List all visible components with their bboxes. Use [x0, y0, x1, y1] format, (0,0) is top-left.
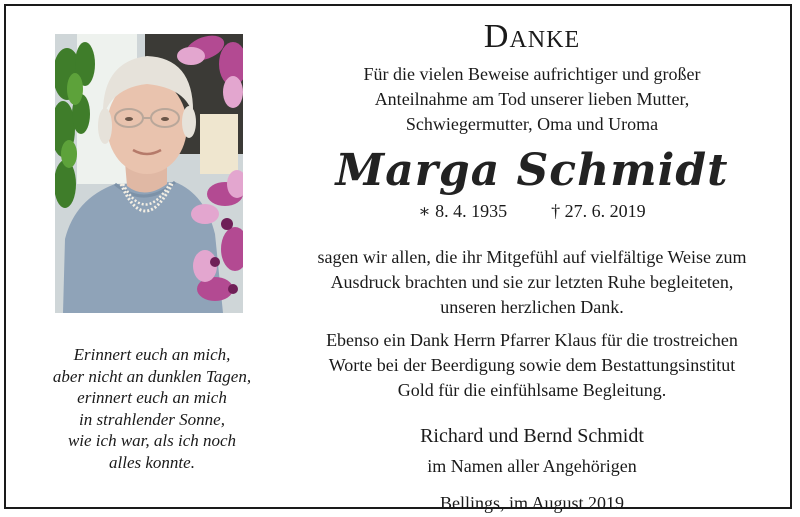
extra-line: Gold für die einfühlsame Begleitung.: [397, 380, 667, 400]
extra-thanks-paragraph: [296, 328, 768, 403]
intro-line: Schwiegermutter, Oma und Uroma: [405, 114, 659, 134]
intro-line: Für die vielen Beweise aufrichtiger und großer: [363, 64, 701, 84]
signers: Richard und Bernd Schmidt: [420, 425, 644, 447]
poem-line: wie ich war, als ich noch: [67, 431, 237, 450]
intro-paragraph: [296, 62, 768, 137]
thanks-line: unseren herzlichen Dank.: [440, 297, 624, 317]
life-dates: [296, 199, 768, 223]
notice-title: Danke: [483, 18, 581, 55]
extra-line: Worte bei der Beerdigung sowie dem Bestattungsinstitut: [328, 355, 736, 375]
death-date: † 27. 6. 2019: [551, 201, 646, 221]
poem-line: alles konnte.: [109, 452, 195, 472]
thanks-paragraph: [296, 245, 768, 320]
poem-line: Erinnert euch an mich,: [73, 345, 231, 364]
extra-line: Ebenso ein Dank Herrn Pfarrer Klaus für die trostreichen: [326, 330, 738, 350]
notice-text: [296, 14, 768, 516]
poem-line: aber nicht an dunklen Tagen,: [52, 366, 252, 386]
deceased-name: Marga Schmidt: [335, 145, 729, 196]
memorial-poem: [22, 344, 282, 473]
intro-line: Anteilnahme am Tod unserer lieben Mutter,: [374, 89, 690, 109]
poem-line: erinnert euch an mich: [77, 388, 227, 407]
thanks-line: Ausdruck brachten und sie zur letzten Ruhe begleiteten,: [330, 272, 734, 292]
relatives-note: im Namen aller Angehörigen: [427, 456, 637, 476]
poem-line: in strahlender Sonne,: [79, 409, 225, 429]
place-date: Bellings, im August 2019: [439, 493, 625, 513]
thanks-line: sagen wir allen, die ihr Mitgefühl auf vielfältige Weise zum: [317, 247, 747, 267]
portrait-photo: [55, 34, 243, 313]
birth-date: ∗ 8. 4. 1935: [418, 201, 508, 221]
